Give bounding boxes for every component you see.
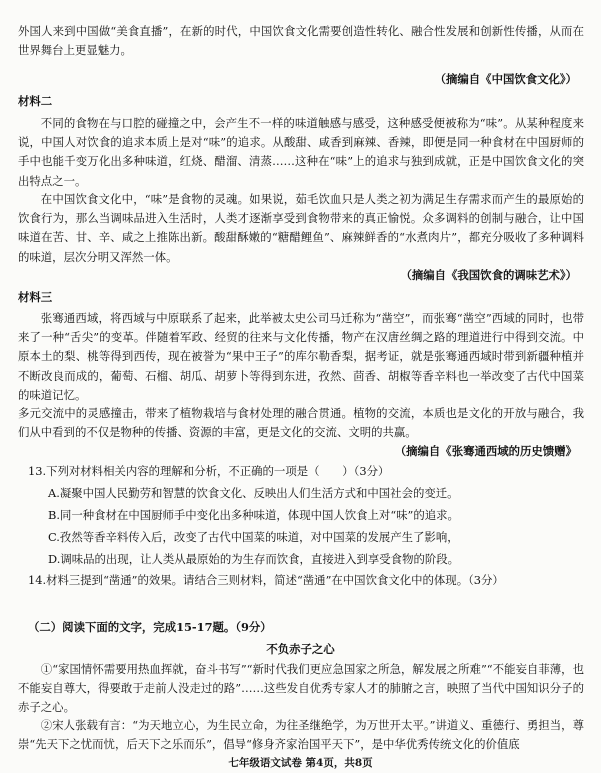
- question-13-option-c: C.孜然等香辛料传入后，改变了古代中国菜的味道，对中国菜的发展产生了影响，: [48, 530, 459, 544]
- material2-paragraph-1: 不同的食物在与口腔的碰撞之中，会产生不一样的味道触感与感受，这种感受便被称为“味”。从某种程度来说，中国人对饮食的追求本质上是对“味”的追求。从酸甜、咸香到麻辣、香辣，即便是同一种食材在中国厨师的手中也能千变万化出多种味道，红烧、醋溜、清蒸……这种在“味”上的追求与独到成就，正是中国饮食文化的突出特点之一。: [18, 116, 584, 188]
- question-13-option-a: A.凝聚中国人民勤劳和智慧的饮食文化、反映出人们生活方式和中国社会的变迁。: [48, 486, 459, 500]
- question-13-option-d: D.调味品的出现，让人类从最原始的为生存而饮食，直接进入到享受食物的阶段。: [48, 552, 460, 566]
- material2-paragraph-2: 在中国饮食文化中，“味”是食物的灵魂。如果说，茹毛饮血只是人类之初为满足生存需求而产生的最原始的饮食行为，那么当调味品进入生活时，人类才逐渐享受到食物带来的真正愉悦。众多调料的创制与融合，让中国味道在苦、甘、辛、咸之上推陈出新。酸甜酥嫩的“糖醋鲤鱼”、麻辣鲜香的“水煮肉片”，都充分吸收了多种调料的味道，层次分明又浑然一体。: [18, 192, 584, 264]
- material3-source: （摘编自《张骞通西域的历史馈赠》: [394, 444, 577, 458]
- article-paragraph-2: ②宋人张载有言：“为天地立心，为生民立命，为往圣继绝学，为万世开太平。”讲道义、重德行、勇担当，尊崇“先天下之忧而忧，后天下之乐而乐”，倡导“修身齐家治国平天下”，是中华优秀传统文化的价值底: [18, 718, 584, 752]
- question-13-option-b: B.同一种食材在中国厨师手中变化出多种味道，体现中国人饮食上对“味”的追求。: [48, 508, 459, 522]
- material1-tail-text: 外国人来到中国做“美食直播”，在新的时代，中国饮食文化需要创造性转化、融合性发展和创新性传播，从而在世界舞台上更显魅力。: [18, 24, 584, 58]
- article-paragraph-1: ①“家国情怀需要用热血挥就，奋斗书写”“新时代我们更应急国家之所急，解发展之所难”“不能妄自菲薄，也不能妄自尊大，得要敢于走前人没走过的路”……这些发自优秀专家人才的肺腑之言，映照了当代中国知识分子的赤子之心。: [18, 662, 584, 715]
- question-14: 14.材料三提到“凿通”的效果。请结合三则材料，简述“凿通”在中国饮食文化中的体现。（3分）: [28, 573, 504, 587]
- material3-paragraph-1: 张骞通西域，将西域与中原联系了起来，此举被太史公司马迁称为“凿空”，而张骞“凿空”西域的同时，也带来了一种“舌尖”的变革。伴随着军政、经贸的往来与文化传播，物产在汉唐丝绸之路的理道进行中得到交流。中原本土的梨、桃等得到西传，现在被誉为“果中王子”的库尔勒香梨，据考证，就是张骞通西域时带到新疆种植并不断改良而成的，葡萄、石榴、胡瓜、胡萝卜等得到东进，孜然、茴香、胡椒等香辛料也一举改变了古代中国菜的味道记忆。: [18, 311, 584, 402]
- material2-heading: 材料二: [18, 94, 53, 108]
- material2-source: （摘编自《我国饮食的调味艺术》）: [400, 268, 577, 282]
- material3-heading: 材料三: [18, 290, 53, 304]
- page-footer: 七年级语文试卷 第4页，共8页: [228, 757, 373, 769]
- question-13-stem: 13.下列对材料相关内容的理解和分析，不正确的一项是（ ）（3分）: [28, 464, 390, 478]
- article-title: 不负赤子之心: [266, 642, 335, 656]
- material3-paragraph-2: 多元交流中的灵感撞击，带来了植物栽培与食材处理的融合贯通。植物的交流，本质也是文化的开放与融合，我们从中看到的不仅是物种的传播、资源的丰富，更是文化的交流、文明的共赢。: [18, 406, 584, 440]
- material1-source: （摘编自《中国饮食文化》）: [434, 72, 577, 86]
- section-2-heading: （二）阅读下面的文字，完成15-17题。（9分）: [28, 620, 272, 634]
